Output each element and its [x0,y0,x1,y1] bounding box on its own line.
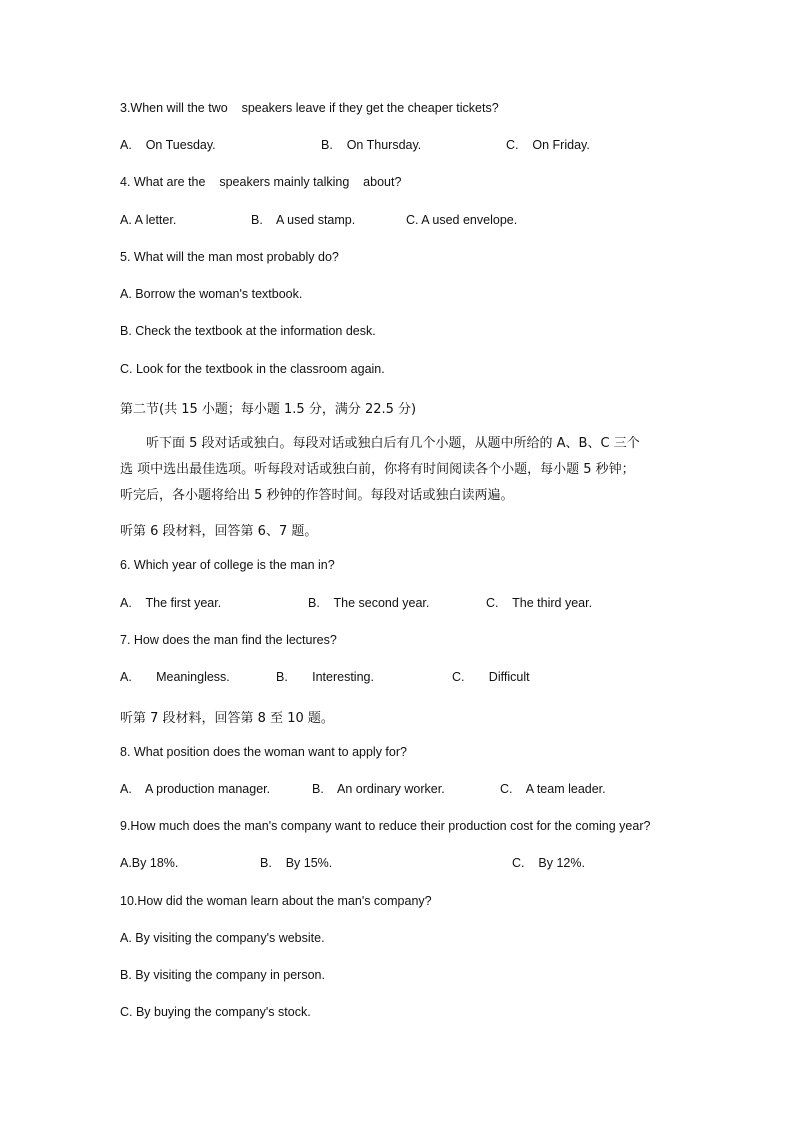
q8-option-c: C. A team leader. [500,782,606,796]
section-2-heading: 第二节(共 15 小题；每小题 1.5 分，满分 22.5 分) [120,402,417,417]
q6-option-c: C. The third year. [486,596,593,610]
q7-option-a: A. Meaningless. [120,670,230,684]
instruction-line-2: 选 项中选出最佳选项。听每段对话或独白前，你将有时间阅读各个小题，每小题 5 秒钟； [120,462,635,477]
instruction-line-1: 听下面 5 段对话或独白。每段对话或独白后有几个小题，从题中所给的 A、B、C 三个 [146,436,640,451]
q6-option-a: A. The first year. [120,596,222,610]
question-10: 10.How did the woman learn about the man's company? [120,894,432,908]
q8-option-a: A. A production manager. [120,782,271,796]
q3-option-c: C. On Friday. [506,138,590,152]
q4-option-a: A. A letter. [120,213,177,227]
instruction-line-3: 听完后，各小题将给出 5 秒钟的作答时间。每段对话或独白读两遍。 [120,488,514,503]
q9-option-b: B. By 15%. [260,856,333,870]
q4-option-c: C. A used envelope. [406,213,518,227]
q10-option-b: B. By visiting the company in person. [120,968,325,982]
q10-option-a: A. By visiting the company's website. [120,931,325,945]
material-6-heading: 听第 6 段材料，回答第 6、7 题。 [120,524,318,539]
material-7-heading: 听第 7 段材料，回答第 8 至 10 题。 [120,711,334,726]
q3-option-b: B. On Thursday. [321,138,422,152]
q5-option-b: B. Check the textbook at the information desk. [120,324,376,338]
question-8: 8. What position does the woman want to apply for? [120,745,407,759]
q7-option-b: B. Interesting. [276,670,374,684]
q3-option-a: A. On Tuesday. [120,138,216,152]
question-3: 3.When will the two speakers leave if they get the cheaper tickets? [120,101,499,115]
q5-option-c: C. Look for the textbook in the classroom again. [120,362,385,376]
q8-option-b: B. An ordinary worker. [312,782,445,796]
q9-option-a: A.By 18%. [120,856,179,870]
q5-option-a: A. Borrow the woman's textbook. [120,287,303,301]
section-2-instructions [120,431,680,509]
question-5: 5. What will the man most probably do? [120,250,339,264]
q6-option-b: B. The second year. [308,596,430,610]
question-4: 4. What are the speakers mainly talking about? [120,175,402,189]
question-9: 9.How much does the man's company want to reduce their production cost for the coming year? [120,819,651,833]
q7-option-c: C. Difficult [452,670,530,684]
question-7: 7. How does the man find the lectures? [120,633,337,647]
q4-option-b: B. A used stamp. [251,213,356,227]
q10-option-c: C. By buying the company's stock. [120,1005,311,1019]
q9-option-c: C. By 12%. [512,856,585,870]
question-6: 6. Which year of college is the man in? [120,558,335,572]
